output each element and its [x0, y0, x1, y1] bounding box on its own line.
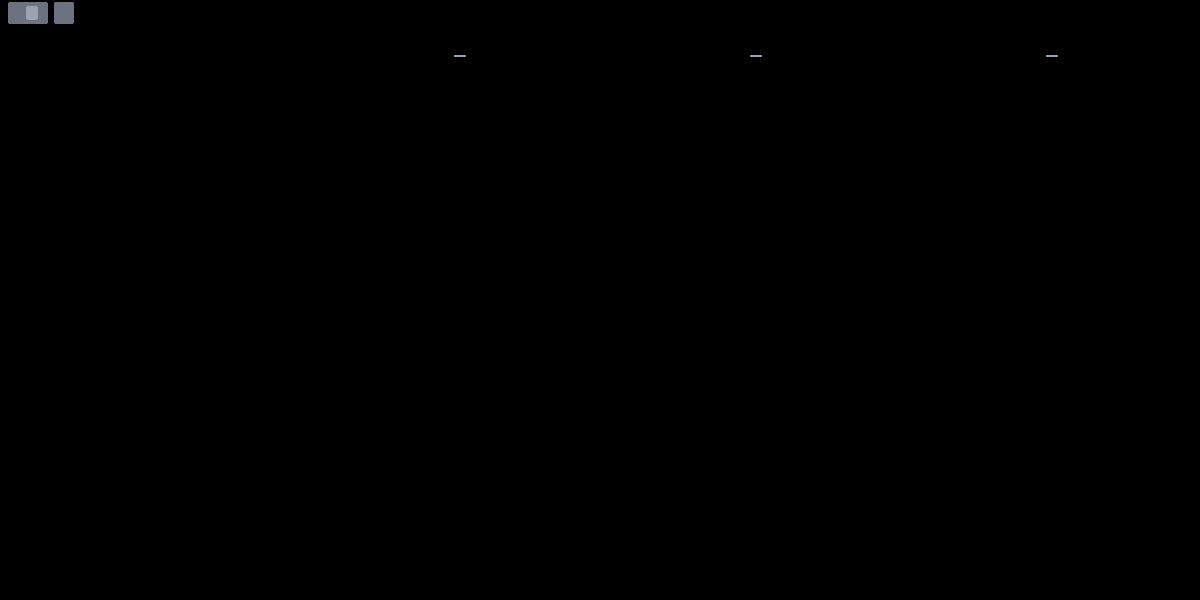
competence-grid: [312, 82, 1200, 600]
column-header-business-methods-label: [1046, 55, 1058, 57]
tab-bar: [0, 0, 1200, 26]
column-header-technical-skills: [312, 32, 608, 80]
column-headers: [312, 32, 1200, 80]
tab-version-badge: [26, 6, 38, 20]
column-header-consulting-label: [750, 55, 762, 57]
column-header-technical-skills-label: [454, 55, 466, 57]
tab-career-framework[interactable]: [8, 2, 48, 24]
column-header-business-methods: [904, 32, 1200, 80]
column-header-consulting: [608, 32, 904, 80]
tab-overview[interactable]: [54, 2, 74, 24]
career-level-ladder: [0, 82, 312, 600]
